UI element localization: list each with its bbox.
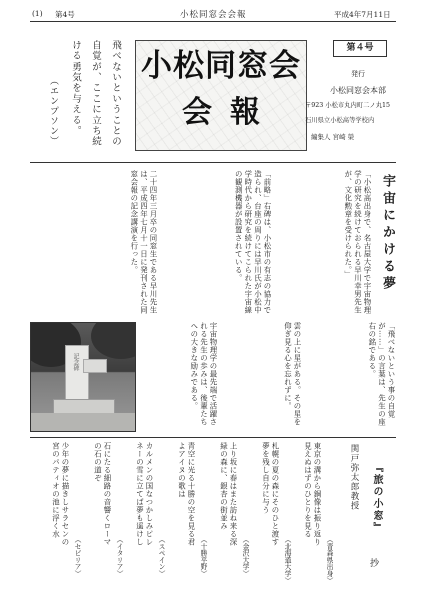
masthead-title: 小松同窓会 [141, 48, 301, 84]
poem-list [30, 442, 336, 594]
epigraph-attribution: （エンプソン） [48, 76, 58, 146]
issue-number: 第4号 [55, 10, 75, 19]
article-para-3: 二十四年三月卒の同窓生である早川先生は、平成四年七月十一日に発刊された同窓会報の記念講演を行った。 [129, 170, 158, 314]
poem-text: カルメンの国なつかしみピレネーの雪に立てば夢も遥けし [135, 442, 154, 546]
poem-author: （金沢大学） [241, 536, 249, 577]
publisher-editor: 編集人 宮崎 榮 [311, 133, 355, 141]
photo-ground [31, 413, 135, 431]
publisher-label: 発行 [351, 70, 365, 78]
epigraph-line-2: 自覚が、ここに立ち続 [90, 40, 101, 147]
poem-item [212, 442, 252, 592]
article-para-6: 宇宙物理学の最先端で活躍される先生の歩みは、後輩たちへの大きな励みである。 [189, 322, 218, 426]
poem-author: （セビリア） [73, 536, 81, 577]
running-title: 小松同窓会会報 [180, 10, 247, 20]
poem-author: （北海道大学） [283, 536, 291, 584]
article-para-1: 「小松高出身で、名古屋大学で宇宙物理学の研究を続けておられる早川幸男先生が、文化勲章を受けられた。」 [343, 170, 372, 314]
photo-foliage-right [91, 322, 136, 359]
poem-author: （イタリア） [115, 536, 123, 577]
sidebar-title: 関戸弥太郎教授 [349, 444, 359, 511]
article-para-4: 「飛べないという事の自覚が……」の言葉は、先生の座右の銘である。 [367, 322, 396, 426]
monument-photo [30, 322, 136, 432]
article-body-lower [138, 322, 396, 428]
article-para-5: 雲の上に星がある。その星を仰ぎ見る心を忘れずに。 [283, 322, 302, 426]
article-body-upper [30, 170, 372, 316]
poem-author: （十勝平野） [199, 536, 207, 577]
header-rule [30, 21, 396, 22]
poem-author: （青森県出身） [325, 536, 333, 584]
poem-text: 上り坂に春はまた訪ね来る深緑の森に、銀杏の街並み [219, 442, 238, 546]
poem-item [254, 442, 294, 592]
epigraph [28, 36, 126, 166]
poem-item [128, 442, 168, 592]
poem-author: （スペイン） [157, 536, 165, 577]
sidebar-heading [340, 440, 400, 590]
publisher-name: 小松同窓会本部 [330, 86, 386, 95]
poem-item [296, 442, 336, 592]
poem-text: 石にたる細路の音響くローマの石の道ぞ [93, 442, 112, 546]
poem-text: 札幌の夏の森にそのひと渡す夢を残し自分に与う [261, 442, 280, 546]
running-header [0, 0, 425, 26]
epigraph-line-1: 飛べないということの [110, 40, 121, 147]
poem-text: 少年の夢に描きしサラセンの宮のパティオの池に浮く水 [51, 442, 70, 546]
page-number: (1) [32, 9, 43, 18]
sidebar-subtitle: 『旅の小窓』 [371, 462, 382, 534]
publisher-school: 石川県立小松高等学校内 [305, 117, 375, 124]
article-para-2: 「前略」右碑は、小松市の有志の協力で造られ、台座の周りには早川氏が小松中学時代から研究を続けてこられた宇宙線の観測機器が設置されている。 [234, 170, 272, 314]
publisher-address: 〒923 小松市丸内町二ノ丸15 [305, 102, 391, 109]
masthead-rule [30, 162, 396, 163]
photo-caption: 記念碑 [72, 353, 79, 371]
poem-text: 青空に光る十勝の空を見る君よアイヌの歌は [177, 442, 196, 546]
issue-box: 第４号 [333, 40, 387, 57]
poem-item [170, 442, 210, 592]
mid-rule [30, 437, 396, 438]
sidebar-suffix: 抄 [368, 558, 378, 567]
masthead-subtitle: 会報 [182, 95, 278, 130]
issue-date: 平成4年7月11日 [334, 10, 391, 19]
poem-item [86, 442, 126, 592]
publisher-block [305, 40, 403, 152]
poem-text: 東京の溝から銅像は振り返り見えぬはずのひとりを見る [303, 442, 322, 546]
photo-monument-arm [83, 359, 107, 373]
masthead-box [135, 40, 307, 151]
epigraph-line-3: ける勇気を与える。 [70, 40, 81, 137]
article-title: 宇宙にかける夢 [380, 174, 395, 293]
poem-item [34, 442, 84, 592]
